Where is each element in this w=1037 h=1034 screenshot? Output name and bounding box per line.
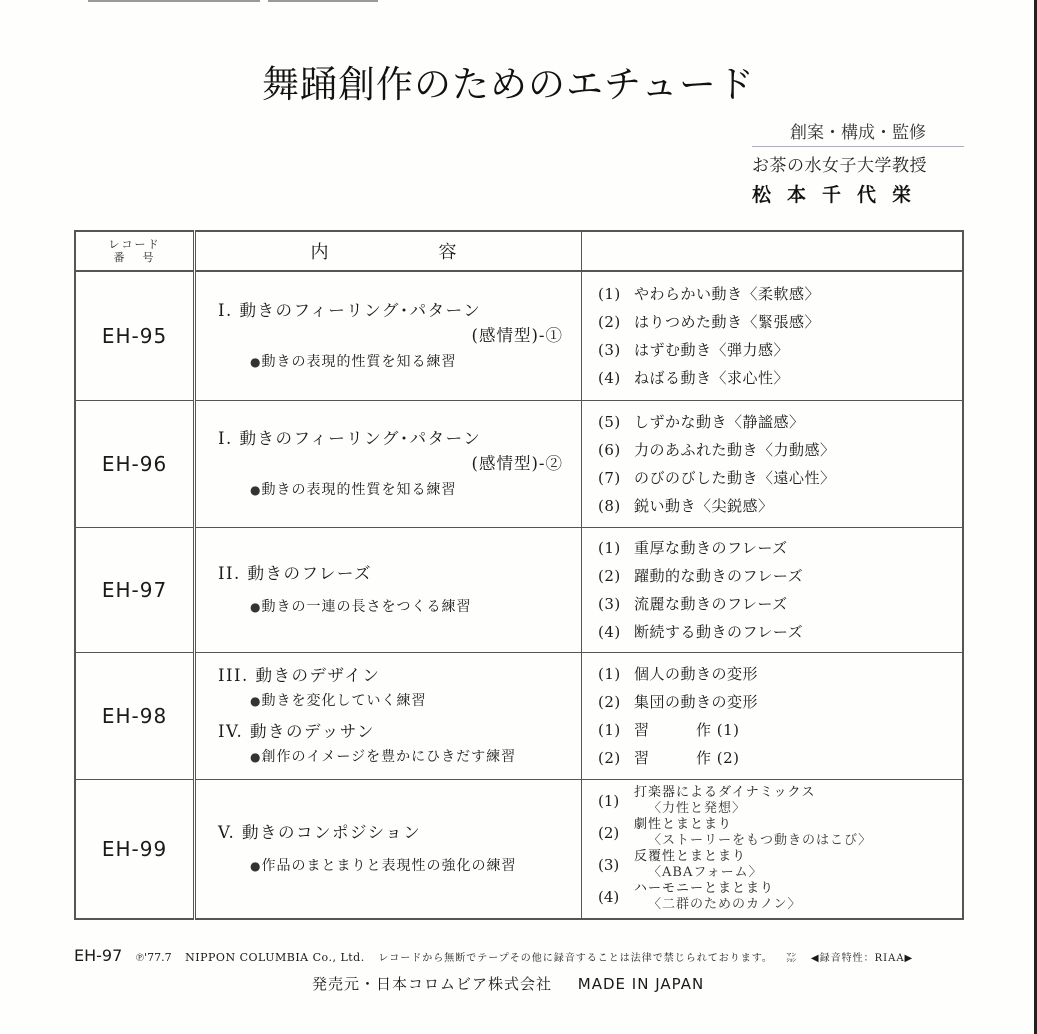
top-edge-mark-left bbox=[88, 0, 260, 2]
footer-record-number: EH-97 bbox=[74, 946, 123, 965]
table-row bbox=[75, 652, 963, 779]
section-note: 動きを変化していく練習 bbox=[261, 692, 427, 709]
record-number: EH-95 bbox=[101, 323, 168, 348]
header-number-label: 番号 bbox=[113, 251, 172, 264]
footer-legal-line bbox=[74, 946, 974, 965]
footer-notice: レコードから無断でテープその他に録音することは法律で禁じられております。 bbox=[378, 953, 773, 964]
record-number: EH-99 bbox=[101, 836, 168, 861]
record-number: EH-96 bbox=[101, 451, 168, 476]
list-item: (1) 重厚な動きのフレーズ bbox=[598, 538, 788, 557]
section-subtitle: (感情型)-① bbox=[471, 325, 563, 345]
list-item: (7) のびのびした動き〈遠心性〉 bbox=[598, 468, 836, 487]
section-note: 作品のまとまりと表現性の強化の練習 bbox=[261, 857, 517, 874]
list-item: (2) 躍動的な動きのフレーズ bbox=[598, 566, 804, 585]
credits-block bbox=[752, 118, 964, 207]
bullet-icon: ● bbox=[250, 482, 262, 497]
credit-name: 松本千代栄 bbox=[752, 184, 928, 206]
list-item: (4) ハーモニーとまとまり 〈二群のためのカノン〉 bbox=[598, 880, 802, 912]
footer-made-in: MADE IN JAPAN bbox=[577, 975, 705, 993]
list-item: (2) 集団の動きの変形 bbox=[598, 692, 759, 711]
list-item: (4) ねばる動き〈求心性〉 bbox=[598, 368, 790, 387]
list-item: (1) 個人の動きの変形 bbox=[598, 664, 759, 683]
list-item: (2) 劇性とまとまり 〈ストーリーをもつ動きのはこび〉 bbox=[598, 816, 873, 848]
list-item: (3) 反覆性とまとまり 〈ABAフォーム〉 bbox=[598, 848, 763, 880]
list-item: (1) やわらかい動き〈柔軟感〉 bbox=[598, 284, 821, 303]
section-note: 動きの表現的性質を知る練習 bbox=[261, 353, 457, 370]
bullet-icon: ● bbox=[250, 858, 262, 873]
section-title: II. 動きのフレーズ bbox=[218, 563, 373, 583]
section-note: 動きの表現的性質を知る練習 bbox=[261, 481, 457, 498]
header-content bbox=[195, 231, 582, 271]
table-header-row bbox=[75, 231, 963, 271]
record-number: EH-98 bbox=[101, 703, 168, 728]
list-item: (2) 習 作 (2) bbox=[598, 748, 740, 767]
table-row bbox=[75, 527, 963, 652]
footer-copyright: ℗'77.7 bbox=[135, 951, 172, 964]
section-title: V. 動きのコンポジション bbox=[218, 822, 422, 842]
header-record-number bbox=[75, 231, 195, 271]
header-content-label: 内容 bbox=[310, 242, 567, 263]
credit-affiliation: お茶の水女子大学教授 bbox=[752, 156, 927, 176]
table-row bbox=[75, 779, 963, 919]
bullet-icon: ● bbox=[250, 693, 262, 708]
page-title: 舞踊創作のためのエチュード bbox=[262, 63, 755, 106]
list-item: (5) しずかな動き〈静謐感〉 bbox=[598, 412, 805, 431]
footer-distributor-line bbox=[312, 973, 704, 994]
contents-table bbox=[74, 230, 964, 920]
table-row bbox=[75, 271, 963, 400]
list-item: (8) 鋭い動き〈尖鋭感〉 bbox=[598, 496, 774, 515]
bullet-icon: ● bbox=[250, 749, 262, 764]
section-title: I. 動きのフィーリング･パターン bbox=[218, 300, 482, 320]
list-item: (4) 断続する動きのフレーズ bbox=[598, 622, 804, 641]
list-item: (1) 習 作 (1) bbox=[598, 720, 740, 739]
list-item: (3) はずむ動き〈弾力感〉 bbox=[598, 340, 790, 359]
top-edge-mark-right bbox=[268, 0, 378, 2]
bullet-icon: ● bbox=[250, 599, 262, 614]
list-item: (6) 力のあふれた動き〈力動感〉 bbox=[598, 440, 836, 459]
footer-mark: ㍇ bbox=[786, 953, 798, 964]
section-subtitle: (感情型)-② bbox=[471, 453, 563, 473]
record-number: EH-97 bbox=[101, 577, 168, 602]
footer-company: NIPPON COLUMBIA Co., Ltd. bbox=[185, 951, 365, 964]
section-title: III. 動きのデザイン bbox=[218, 665, 381, 685]
footer-distributor: 発売元・日本コロムビア株式会社 bbox=[312, 975, 553, 993]
table-row bbox=[75, 400, 963, 527]
credit-role: 創案・構成・監修 bbox=[752, 118, 964, 147]
header-items bbox=[582, 231, 964, 271]
list-item: (2) はりつめた動き〈緊張感〉 bbox=[598, 312, 821, 331]
section-title: I. 動きのフィーリング･パターン bbox=[218, 428, 482, 448]
header-record-label: レコード bbox=[108, 238, 161, 251]
section-title: IV. 動きのデッサン bbox=[218, 721, 375, 741]
footer-recording-characteristic: ◀録音特性：RIAA▶ bbox=[810, 953, 914, 964]
bullet-icon: ● bbox=[250, 354, 262, 369]
section-note: 動きの一連の長さをつくる練習 bbox=[261, 598, 472, 615]
section-note: 創作のイメージを豊かにひきだす練習 bbox=[261, 748, 517, 765]
list-item: (1) 打楽器によるダイナミックス 〈力性と発想〉 bbox=[598, 784, 816, 816]
list-item: (3) 流麗な動きのフレーズ bbox=[598, 594, 788, 613]
